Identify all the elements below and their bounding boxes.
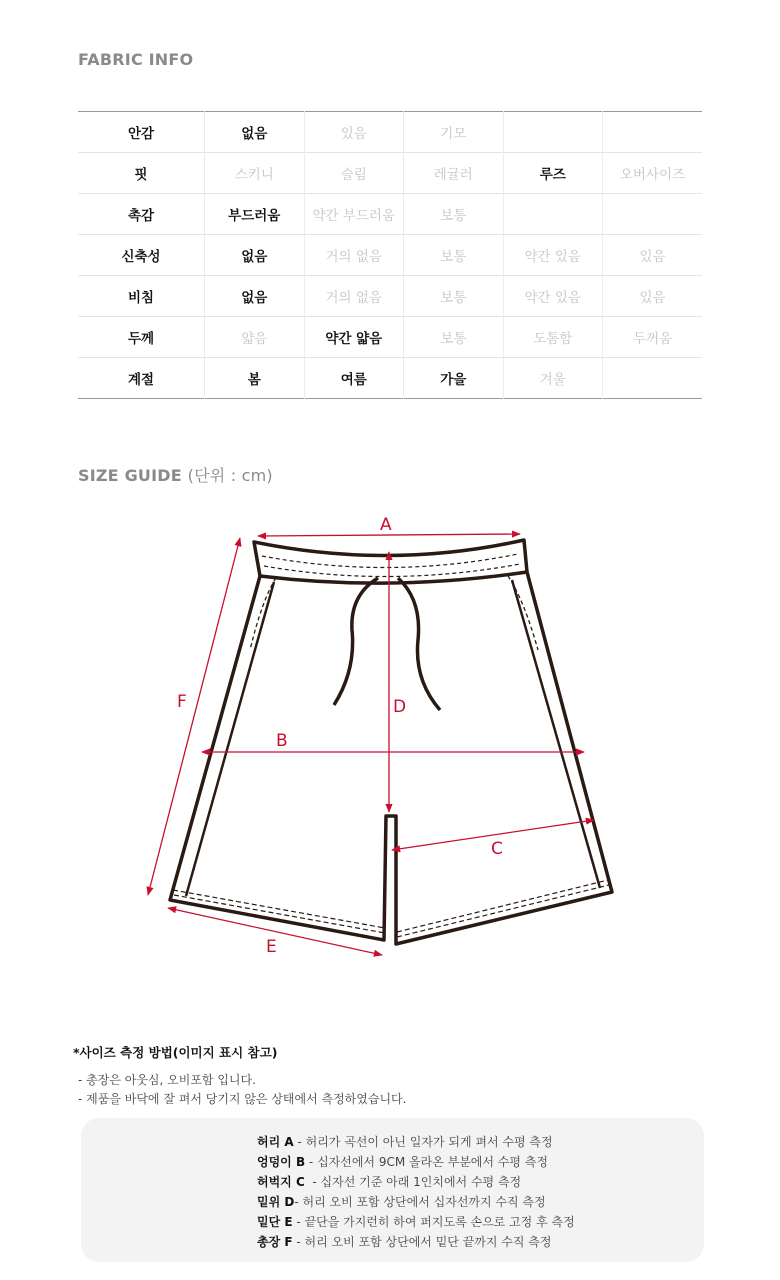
fabric-option: 스키니 [205,153,305,194]
fabric-option: 거의 없음 [304,276,404,317]
measure-guide-desc: - 허리 오비 포함 상단에서 밑단 끝까지 수직 측정 [292,1235,552,1249]
size-guide-title [78,463,273,486]
size-guide-title-text: SIZE GUIDE [78,466,182,485]
fabric-option [503,194,603,235]
fabric-option [603,194,703,235]
fabric-option [603,358,703,399]
fabric-option: 약간 있음 [503,235,603,276]
left-hem-stitch [173,890,385,933]
measure-guide-item [257,1172,575,1192]
fabric-option: 오버사이즈 [603,153,703,194]
fabric-row-label: 핏 [134,167,148,183]
label-f: F [177,692,187,712]
drawstring-left [334,578,378,705]
measure-guide-item [257,1212,575,1232]
right-hem-stitch [397,880,609,937]
shorts-body [170,572,612,944]
fabric-row [78,235,702,276]
label-d: D [393,697,407,717]
shorts-outline [170,540,612,944]
label-a: A [380,515,392,535]
fabric-option: 얇음 [205,317,305,358]
size-guide-unit: (단위 : cm) [187,466,273,485]
fabric-option: 슬림 [304,153,404,194]
measure-guide-desc: - 허리가 곡선이 아닌 일자가 되게 펴서 수평 측정 [293,1135,553,1149]
measure-guide-item [257,1192,575,1212]
drawstring-right [398,578,440,710]
measure-guide-name: 밑단 E [257,1215,293,1229]
fabric-row-label: 안감 [127,126,155,142]
note-measure-flat: - 제품을 바닥에 잘 펴서 당기지 않은 상태에서 측정하였습니다. [78,1092,407,1106]
shorts-size-diagram [0,500,780,970]
measure-guide-name: 총장 F [257,1235,293,1249]
fabric-option: 겨울 [503,358,603,399]
measure-method-title: *사이즈 측정 방법(이미지 표시 참고) [73,1045,278,1060]
measure-line-f [148,538,240,895]
fabric-option: 거의 없음 [304,235,404,276]
label-e: E [266,937,277,957]
fabric-row [78,153,702,194]
fabric-row-label: 촉감 [127,208,155,224]
fabric-option: 보통 [404,235,504,276]
fabric-option: 약간 얇음 [304,317,404,358]
fabric-option: 부드러움 [205,194,305,235]
fabric-option: 여름 [304,358,404,399]
right-pocket [508,576,538,650]
fabric-option: 약간 부드러움 [304,194,404,235]
fabric-option: 약간 있음 [503,276,603,317]
fabric-row [78,358,702,399]
right-side-seam [512,580,600,888]
fabric-option: 없음 [205,276,305,317]
fabric-option: 도톰함 [503,317,603,358]
fabric-option: 있음 [304,112,404,153]
left-side-seam [186,582,274,896]
fabric-row [78,276,702,317]
measure-guide-desc: - 십자선 기준 아래 1인치에서 수평 측정 [304,1175,522,1189]
fabric-option: 없음 [205,112,305,153]
measure-guide-desc: - 끝단을 가지런히 하여 퍼지도록 손으로 고정 후 측정 [292,1215,575,1229]
fabric-option: 기모 [404,112,504,153]
fabric-row-label: 신축성 [121,249,161,265]
measure-guide-box [81,1118,704,1262]
fabric-row-label: 두께 [127,331,155,347]
fabric-option: 가을 [404,358,504,399]
measure-guide-item [257,1232,575,1252]
fabric-row [78,194,702,235]
fabric-option: 보통 [404,317,504,358]
measure-guide-list [257,1132,575,1252]
measure-guide-name: 허벅지 C [257,1175,305,1189]
fabric-row [78,317,702,358]
note-total-length: - 총장은 아웃심, 오비포함 입니다. [78,1073,256,1087]
fabric-option: 보통 [404,276,504,317]
fabric-option: 봄 [205,358,305,399]
measure-guide-desc: - 허리 오비 포함 상단에서 십자선까지 수직 측정 [294,1195,546,1209]
fabric-option: 루즈 [503,153,603,194]
fabric-row-label: 계절 [127,372,155,388]
measure-guide-item [257,1152,575,1172]
fabric-option: 보통 [404,194,504,235]
fabric-info-title: FABRIC INFO [78,50,194,69]
measure-guide-name: 허리 A [257,1135,294,1149]
measure-guide-item [257,1132,575,1152]
fabric-info-table [78,111,702,399]
fabric-row-label: 비침 [127,290,155,306]
fabric-option: 레귤러 [404,153,504,194]
measure-guide-name: 밑위 D [257,1195,295,1209]
measure-guide-name: 엉덩이 B [257,1155,306,1169]
measure-guide-desc: - 십자선에서 9CM 올라온 부분에서 수평 측정 [305,1155,548,1169]
fabric-option: 있음 [603,235,703,276]
fabric-option: 두꺼움 [603,317,703,358]
label-b: B [276,731,288,751]
fabric-row [78,112,702,153]
fabric-option: 없음 [205,235,305,276]
label-c: C [491,839,503,859]
fabric-option: 있음 [603,276,703,317]
fabric-option [603,112,703,153]
fabric-option [503,112,603,153]
